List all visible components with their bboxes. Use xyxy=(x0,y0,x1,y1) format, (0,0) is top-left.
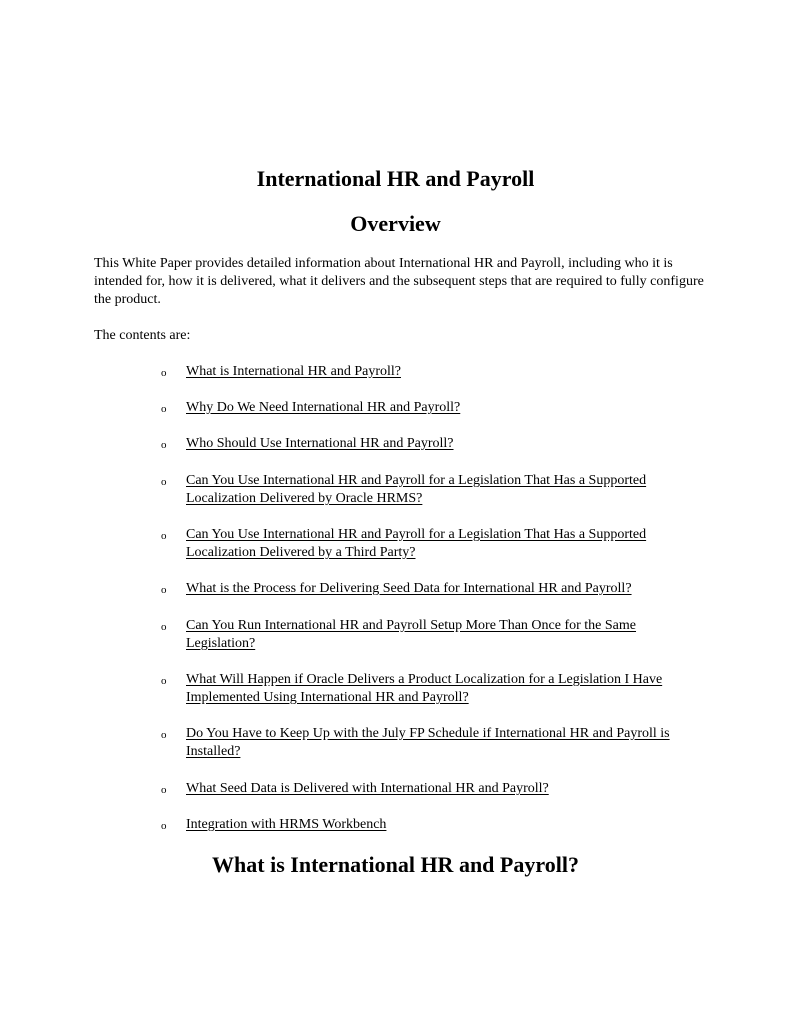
toc-link-run-setup-more-than-once[interactable]: Can You Run International HR and Payroll Setup More Than Once for the Same Legislation? xyxy=(186,618,637,651)
bullet-icon: o xyxy=(161,584,167,596)
document-subtitle: Overview xyxy=(350,211,441,236)
intro-paragraph: This White Paper provides detailed information about International HR and Payroll, including who it is intended for, how it is delivered, what it delivers and the subsequent steps that are required to fully configure the product. xyxy=(94,256,704,307)
contents-label: The contents are: xyxy=(94,328,191,343)
toc-link-why-need[interactable]: Why Do We Need International HR and Payroll? xyxy=(186,400,461,415)
bullet-icon: o xyxy=(161,367,167,379)
toc-link-seed-data-process[interactable]: What is the Process for Delivering Seed Data for International HR and Payroll? xyxy=(186,581,632,596)
bullet-icon: o xyxy=(161,439,167,451)
toc-link-july-fp-schedule[interactable]: Do You Have to Keep Up with the July FP Schedule if International HR and Payroll is Installed? xyxy=(186,726,670,759)
section-heading: What is International HR and Payroll? xyxy=(212,852,579,877)
bullet-icon: o xyxy=(161,784,167,796)
toc-link-hrms-workbench[interactable]: Integration with HRMS Workbench xyxy=(186,817,387,832)
toc-link-oracle-localization[interactable]: Can You Use International HR and Payroll for a Legislation That Has a Supported Localization Delivered by Oracle HRMS? xyxy=(186,473,647,506)
bullet-icon: o xyxy=(161,403,167,415)
bullet-icon: o xyxy=(161,820,167,832)
toc-link-oracle-delivers-localization[interactable]: What Will Happen if Oracle Delivers a Product Localization for a Legislation I Have Implemented Using International HR and Payroll? xyxy=(186,672,663,705)
document-title: International HR and Payroll xyxy=(256,166,535,191)
bullet-icon: o xyxy=(161,675,167,687)
toc-link-third-party-localization[interactable]: Can You Use International HR and Payroll for a Legislation That Has a Supported Localization Delivered by a Third Party? xyxy=(186,527,647,560)
toc-link-who-should-use[interactable]: Who Should Use International HR and Payroll? xyxy=(186,436,454,451)
bullet-icon: o xyxy=(161,530,167,542)
toc-link-seed-data-delivered[interactable]: What Seed Data is Delivered with International HR and Payroll? xyxy=(186,781,549,796)
bullet-icon: o xyxy=(161,476,167,488)
bullet-icon: o xyxy=(161,729,167,741)
toc-link-what-is[interactable]: What is International HR and Payroll? xyxy=(186,364,401,379)
bullet-icon: o xyxy=(161,621,167,633)
